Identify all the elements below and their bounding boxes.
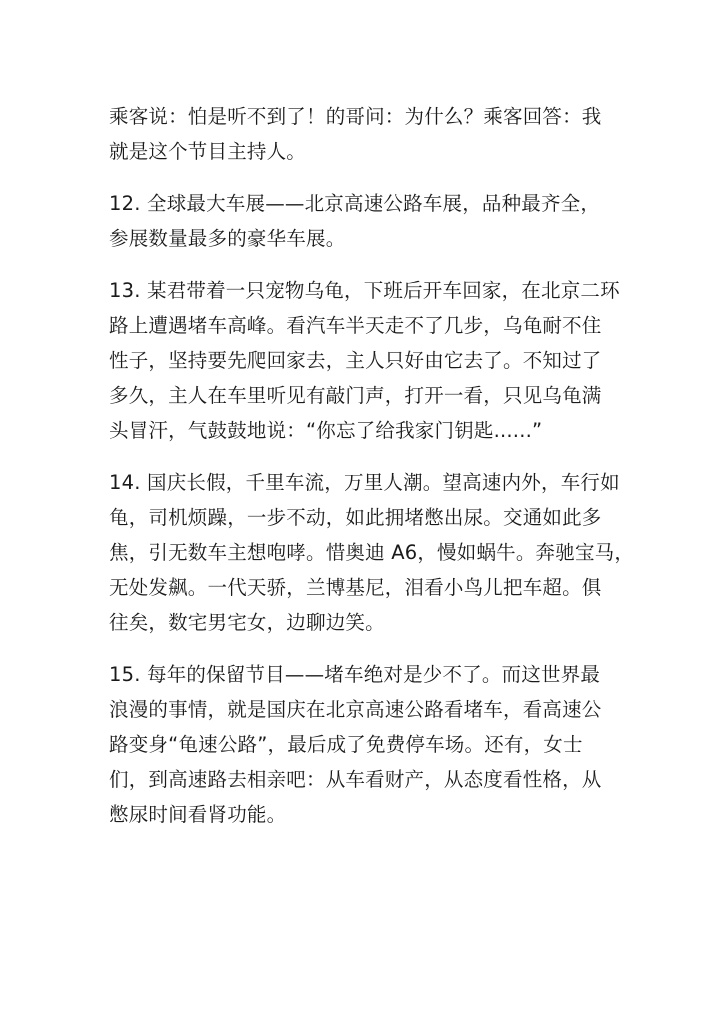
text-line: 焦，引无数车主想咆哮。惜奥迪 A6，慢如蜗牛。奔驰宝马， <box>109 541 635 564</box>
text-line: 多久，主人在车里听见有敲门声，打开一看，只见乌龟满 <box>109 384 602 407</box>
text-line: 就是这个节目主持人。 <box>109 140 307 163</box>
text-line: 憋尿时间看肾功能。 <box>109 803 287 826</box>
text-line: 龟，司机烦躁，一步不动，如此拥堵憋出尿。交通如此多 <box>109 506 602 529</box>
text-line: 15. 每年的保留节目——堵车绝对是少不了。而这世界最 <box>109 663 601 686</box>
text-line: 无处发飙。一代天骄，兰博基尼，泪看小鸟儿把车超。俱 <box>109 576 602 599</box>
paragraph-joke-14 <box>109 465 635 640</box>
text-line: 乘客说：怕是听不到了！的哥问：为什么？乘客回答：我 <box>109 105 602 128</box>
paragraph-joke-12 <box>109 186 624 256</box>
paragraph-joke-15 <box>109 657 624 832</box>
text-line: 浪漫的事情，就是国庆在北京高速公路看堵车，看高速公 <box>109 698 602 721</box>
paragraph-joke-13 <box>109 273 624 448</box>
text-line: 路上遭遇堵车高峰。看汽车半天走不了几步，乌龟耐不住 <box>109 314 602 337</box>
text-line: 路变身“龟速公路”，最后成了免费停车场。还有，女士 <box>109 733 583 756</box>
text-line: 头冒汗，气鼓鼓地说：“你忘了给我家门钥匙......” <box>109 419 543 442</box>
text-line: 性子，坚持要先爬回家去，主人只好由它去了。不知过了 <box>109 349 602 372</box>
text-line: 们，到高速路去相亲吧：从车看财产，从态度看性格，从 <box>109 768 602 791</box>
text-line: 14. 国庆长假，千里车流，万里人潮。望高速内外，车行如 <box>109 471 620 494</box>
text-line: 参展数量最多的豪华车展。 <box>109 227 346 250</box>
text-line: 往矣，数宅男宅女，边聊边笑。 <box>109 611 385 634</box>
text-line: 13. 某君带着一只宠物乌龟，下班后开车回家，在北京二环 <box>109 279 620 302</box>
paragraph-joke-11-ending <box>109 99 624 169</box>
text-line: 12. 全球最大车展——北京高速公路车展，品种最齐全， <box>109 192 601 215</box>
